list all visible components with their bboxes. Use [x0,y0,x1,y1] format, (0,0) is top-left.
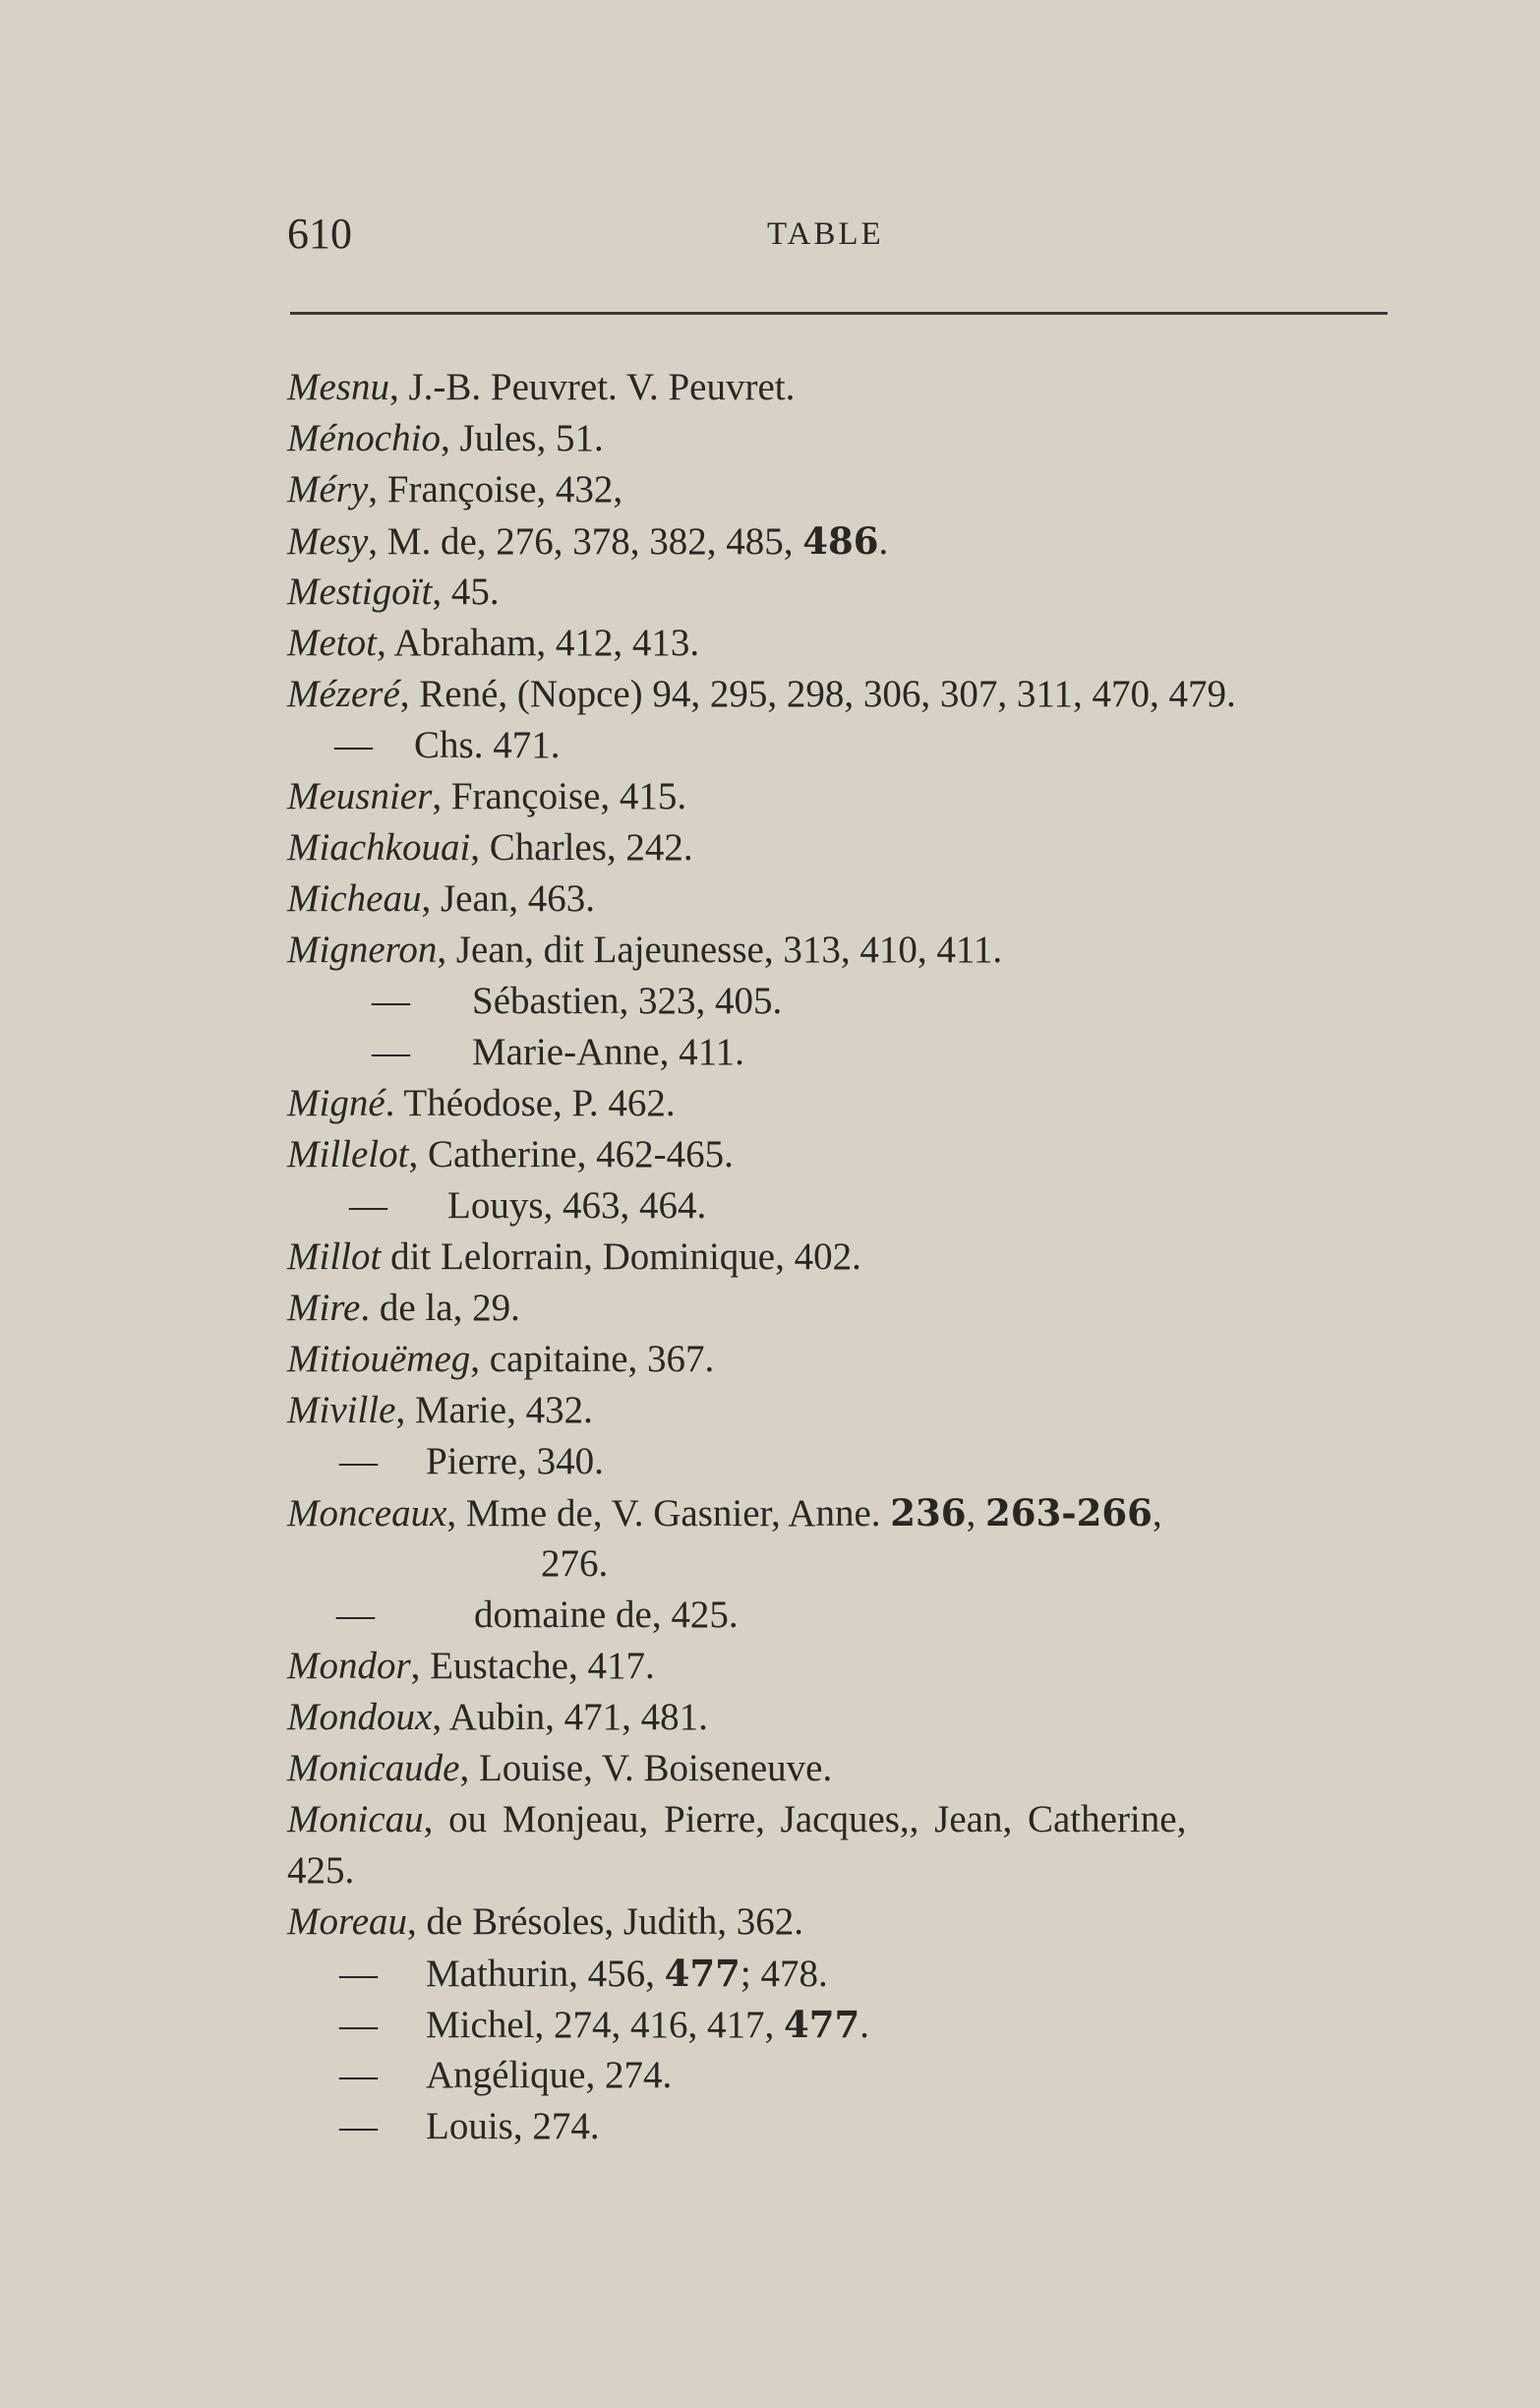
entry-text: , Eustache, 417. [410,1645,655,1687]
index-entry [287,1334,714,1385]
entry-bold-page: 236 [890,1491,967,1535]
entry-surname: Mestigoït [287,571,433,613]
entry-text: , Mme de, V. Gasnier, Anne. [446,1492,891,1535]
index-subentry [349,1180,706,1232]
running-head: TABLE [767,216,884,252]
index-subentry [339,2050,672,2101]
index-entry [287,1692,708,1743]
index-entry [287,1078,676,1129]
index-entry [287,1129,734,1180]
index-subentry [372,1027,744,1078]
index-entry [287,413,604,464]
entry-text: Chs. 471. [414,724,561,766]
ditto-dash: — [334,724,373,766]
index-entry [287,873,595,925]
index-entry [287,362,795,413]
entry-bold-page: 263-266 [985,1491,1153,1535]
index-subentry [339,2101,600,2152]
entry-surname: Mondor [287,1645,411,1687]
index-subentry [372,976,782,1027]
entry-text-tail: . [859,2004,869,2046]
entry-text: Sébastien, 323, 405. [472,980,783,1022]
entry-text: , J.-B. Peuvret. V. Peuvret. [388,366,796,408]
ditto-dash: — [339,1953,378,1995]
index-entry [287,771,686,822]
index-entry [287,1385,593,1436]
ditto-dash: — [339,1440,378,1482]
entry-text: , René, (Nopce) 94, 295, 298, 306, 307, 311, 470, 479. [399,673,1236,715]
entry-text: , Abraham, 412, 413. [376,622,700,664]
ditto-dash: — [339,2004,378,2046]
index-entry [287,618,699,669]
entry-text-tail: . [878,520,889,563]
index-subentry [339,1948,828,1999]
index-entry [287,925,1002,976]
entry-surname: Micheau [287,877,422,920]
entry-text: , M. de, 276, 378, 382, 485, [368,520,803,563]
entry-text: , Jean, dit Lajeunesse, 313, 410, 411. [437,929,1003,971]
page-number: 610 [287,210,352,258]
entry-text: . de la, 29. [360,1287,520,1329]
index-subentry [334,720,560,771]
ditto-dash: — [339,2105,378,2147]
index-entry [287,1641,655,1692]
entry-surname: Monicau [287,1798,424,1840]
entry-text: 425. [287,1849,355,1892]
entry-surname: Mondoux [287,1696,433,1738]
entry-text: , Françoise, 415. [432,775,687,817]
entry-text: 276. [541,1542,609,1585]
entry-surname: Moreau [287,1900,408,1943]
entry-surname: Miville [287,1389,396,1431]
entry-text: Michel, 274, 416, 417, [426,2004,784,2046]
index-entry [287,567,500,618]
entry-surname: Ménochio [287,417,441,459]
index-entry [287,515,888,567]
entry-continuation [541,1538,608,1590]
entry-bold-page: 477 [783,2003,860,2046]
entry-bold-page: 486 [802,519,879,563]
entry-surname: Méry [287,468,369,511]
entry-surname: Migneron [287,929,438,971]
ditto-dash: — [372,1031,410,1073]
entry-text: , capitaine, 367. [470,1338,715,1380]
entry-text: , Marie, 432. [395,1389,593,1431]
entry-surname: Meusnier [287,775,433,817]
entry-text-tail: ; 478. [740,1953,828,1995]
entry-text: Pierre, 340. [426,1440,604,1482]
index-entry [287,1487,1162,1538]
ditto-dash: — [372,980,410,1022]
entry-surname: Mitiouëmeg [287,1338,471,1380]
entry-text: Mathurin, 456, [426,1953,665,1995]
ditto-dash: — [339,2054,378,2096]
page-header [0,209,1540,268]
entry-text: , 45. [432,571,500,613]
index-entry [287,1232,861,1283]
entry-text: , Jules, 51. [440,417,604,459]
entry-text: dit Lelorrain, Dominique, 402. [381,1235,861,1278]
entry-text: Marie-Anne, 411. [472,1031,744,1073]
index-subentry [339,1436,604,1487]
entry-text: Louis, 274. [426,2105,600,2147]
index-entry [287,822,693,873]
index-entry [287,464,622,515]
entry-text: , Catherine, 462-465. [408,1133,734,1175]
index-entry [287,1283,520,1334]
entry-continuation [287,1845,354,1896]
ditto-dash: — [349,1184,387,1227]
entry-surname: Miachkouai [287,826,471,869]
index-entry [287,1794,1186,1845]
entry-text-tail: , [1152,1492,1162,1535]
entry-surname: Mesy [287,520,369,563]
entry-surname: Mesnu [287,366,389,408]
entry-text: domaine de, 425. [474,1594,739,1636]
index-subentry [339,1999,869,2050]
entry-surname: Migné [287,1082,385,1124]
entry-surname: Millot [287,1235,382,1278]
entry-surname: Millelot [287,1133,409,1175]
entry-surname: Monceaux [287,1492,447,1535]
entry-text: , Françoise, 432, [368,468,623,511]
entry-text: Angélique, 274. [426,2054,673,2096]
entry-text: , Charles, 242. [470,826,693,869]
index-entry [287,1896,803,1948]
index-entry [287,1743,832,1794]
entry-text-tail: , [966,1492,986,1535]
header-rule [290,312,1388,315]
entry-surname: Monicaude [287,1747,460,1789]
ditto-dash: — [336,1594,375,1636]
entry-surname: Mézeré [287,673,400,715]
entry-text: , de Brésoles, Judith, 362. [407,1900,803,1943]
entry-text: , Aubin, 471, 481. [432,1696,708,1738]
entry-surname: Metot [287,622,377,664]
entry-text: , Louise, V. Boiseneuve. [459,1747,833,1789]
entry-text: Louys, 463, 464. [447,1184,707,1227]
entry-text: , ou Monjeau, Pierre, Jacques,, Jean, Catherine, [423,1798,1187,1840]
entry-text: , Jean, 463. [421,877,596,920]
entry-bold-page: 477 [664,1952,740,1995]
entry-text: . Théodose, P. 462. [385,1082,676,1124]
index-subentry [336,1590,739,1641]
index-entry [287,669,1236,720]
entry-surname: Mire [287,1287,361,1329]
